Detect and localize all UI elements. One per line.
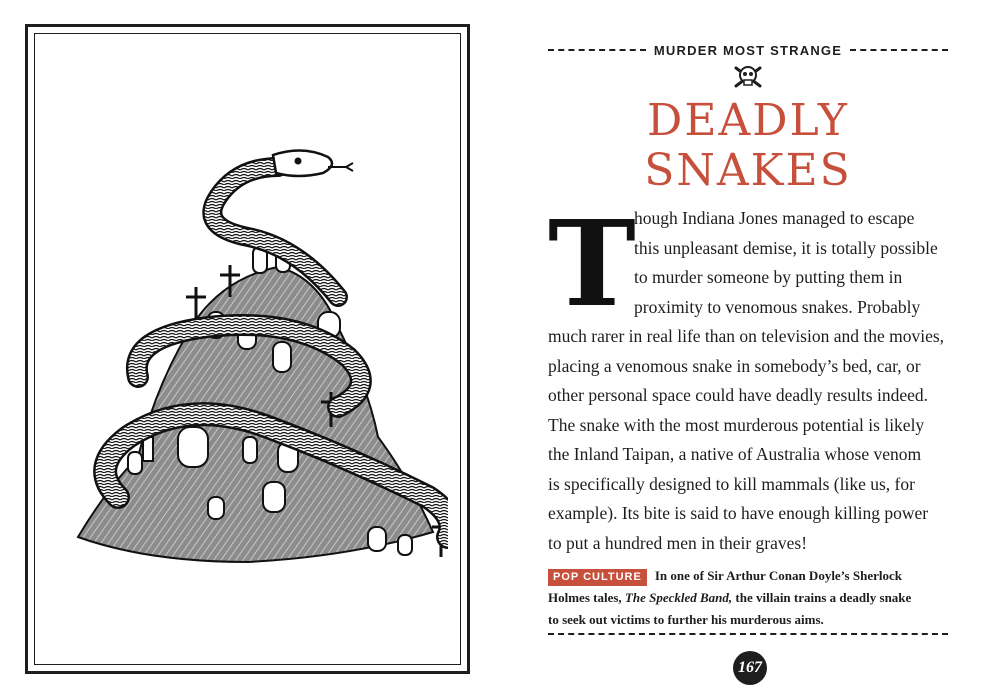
body-line: other personal space could have deadly results indeed.	[548, 385, 929, 405]
callout-line-1	[548, 565, 948, 587]
running-head-rule-right	[850, 49, 948, 51]
pop-culture-badge: POP CULTURE	[548, 569, 647, 586]
page-title	[548, 96, 948, 196]
body-line: example). Its bite is said to have enough killing power	[548, 503, 929, 523]
body-line: hough Indiana Jones managed to escape	[634, 208, 915, 228]
drop-cap: T	[548, 194, 636, 333]
illustration-frame	[25, 24, 470, 674]
body-line: to put a hundred men in their graves!	[548, 532, 808, 553]
title-line-1: DEADLY	[647, 95, 849, 146]
body-line: this unpleasant demise, it is totally possible	[634, 237, 938, 258]
skull-crossbones-icon	[732, 64, 764, 92]
callout-text-2a: Holmes tales,	[548, 590, 625, 605]
body-line: proximity to venomous snakes. Probably	[634, 296, 921, 317]
body-line: The snake with the most murderous potential is likely	[548, 414, 925, 435]
body-line: the Inland Taipan, a native of Australia whose venom	[548, 444, 922, 464]
callout-text-1: In one of Sir Arthur Conan Doyle’s Sherlock	[654, 568, 902, 583]
pop-culture-callout	[548, 565, 948, 631]
page-number: 167	[733, 651, 767, 685]
callout-book-title: The Speckled Band,	[624, 590, 733, 605]
callout-text-2b: the villain trains a deadly snake	[732, 590, 912, 605]
body-line: to murder someone by putting them in	[634, 267, 903, 287]
callout-line-3: to seek out victims to further his murderous aims.	[548, 612, 824, 627]
callout-divider	[548, 633, 948, 635]
body-line: placing a venomous snake in somebody’s bed, car, or	[548, 355, 921, 376]
title-line-2: SNAKES	[644, 145, 852, 196]
snake-graveyard-illustration	[48, 137, 448, 597]
running-head-rule-left	[548, 49, 646, 51]
running-head	[548, 40, 948, 60]
callout-line-2	[548, 587, 948, 609]
body-line: is specifically designed to kill mammals (like us, for	[548, 473, 915, 494]
running-head-text: MURDER MOST STRANGE	[653, 42, 843, 58]
body-text	[548, 194, 948, 558]
body-line: much rarer in real life than on television and the movies,	[548, 326, 945, 346]
